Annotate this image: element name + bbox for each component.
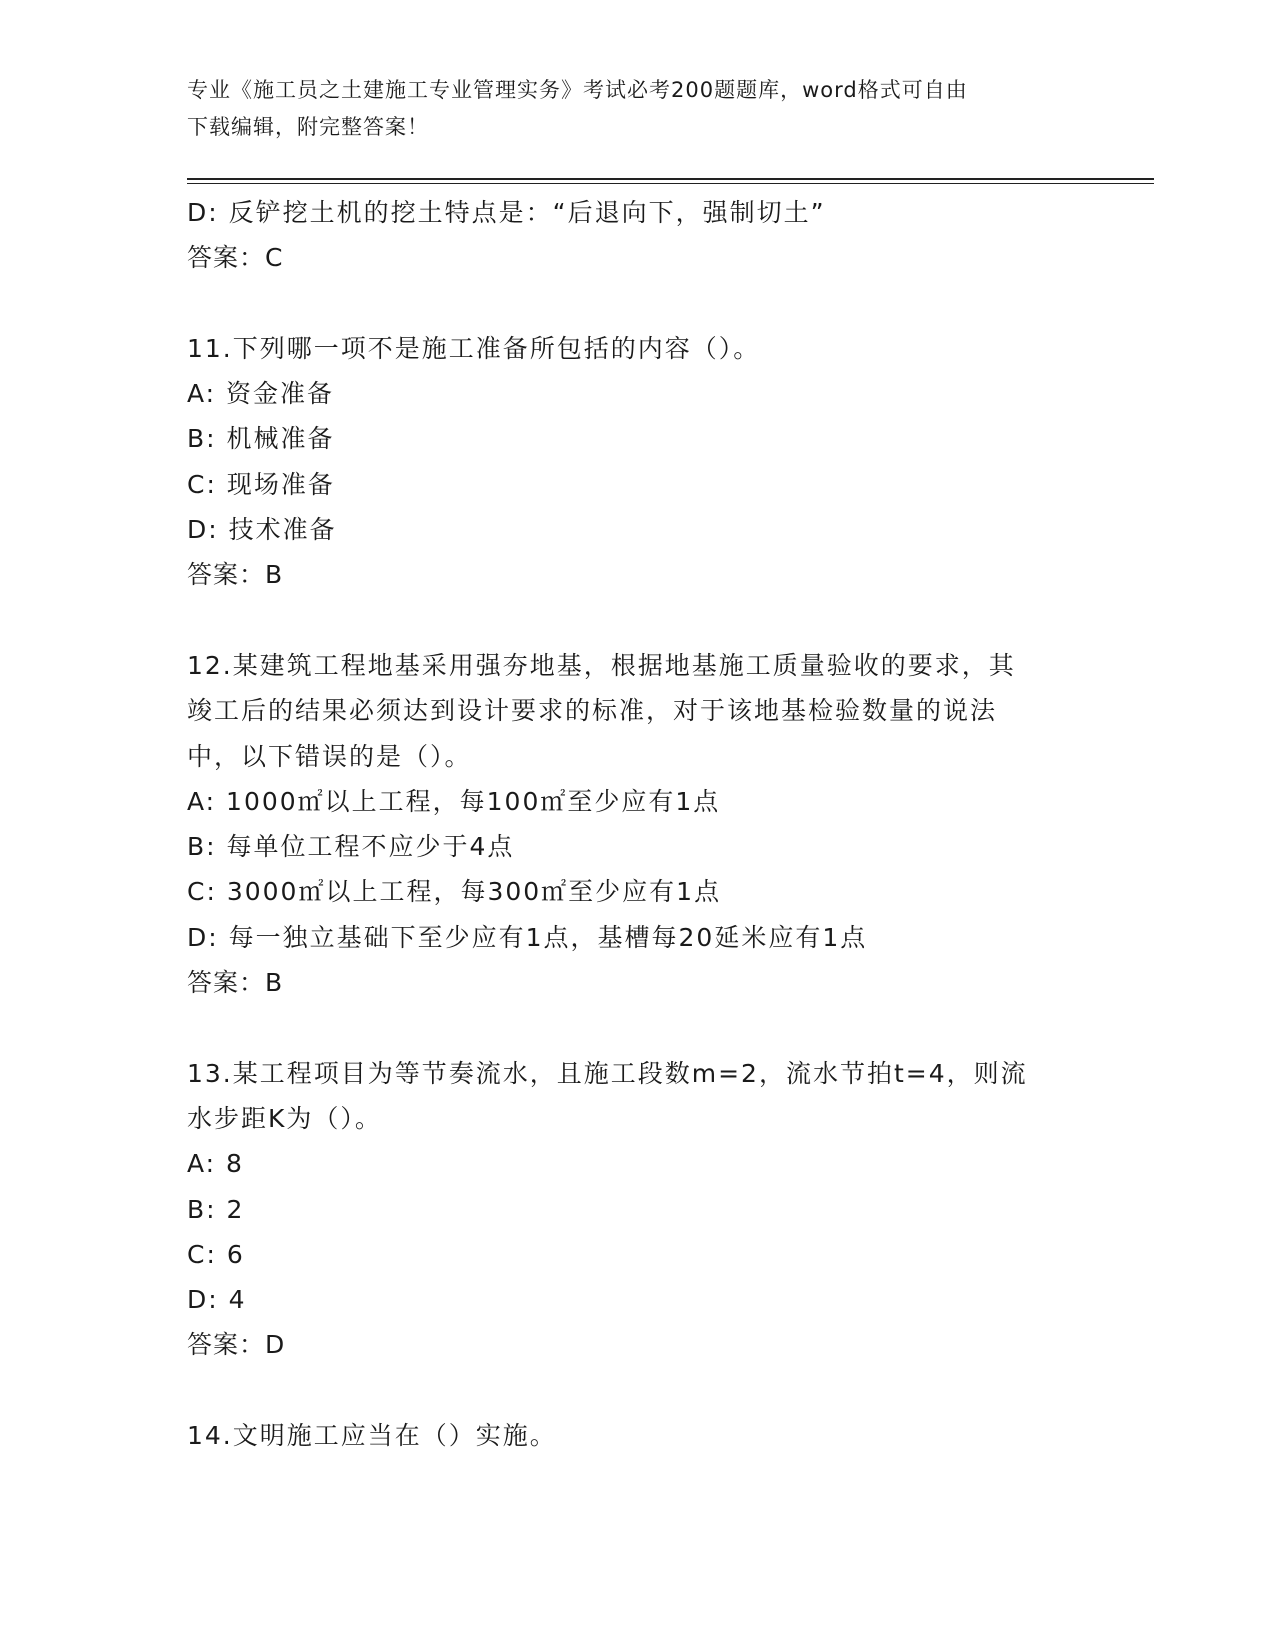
question-stem: 14.文明施工应当在（）实施。: [187, 1421, 557, 1451]
question-14: [187, 1413, 1087, 1458]
lead-option-d: D: 反铲挖土机的挖土特点是：“后退向下，强制切土”: [187, 198, 826, 227]
option-a: A: 8: [187, 1149, 244, 1179]
option-b: B: 每单位工程不应少于4点: [187, 832, 515, 862]
spacer: [187, 1368, 1087, 1413]
answer: 答案：D: [187, 1330, 286, 1360]
question-stem: 竣工后的结果必须达到设计要求的标准，对于该地基检验数量的说法: [187, 696, 998, 726]
question-13: [187, 1051, 1087, 1368]
question-stem: 13.某工程项目为等节奏流水，且施工段数m=2，流水节拍t=4，则流: [187, 1058, 1028, 1088]
header-rule-thick: [187, 178, 1154, 180]
option-c: C: 现场准备: [187, 469, 335, 499]
lead-answer: 答案：C: [187, 243, 284, 273]
question-stem: 中，以下错误的是（）。: [187, 741, 472, 771]
option-c: C: 6: [187, 1239, 245, 1269]
question-stem: 12.某建筑工程地基采用强夯地基，根据地基施工质量验收的要求，其: [187, 650, 1016, 680]
answer: 答案：B: [187, 560, 284, 590]
header-rule-thin: [187, 183, 1154, 184]
option-d: D: 4: [187, 1285, 247, 1315]
option-b: B: 2: [187, 1194, 245, 1224]
option-c: C: 3000㎡以上工程，每300㎡至少应有1点: [187, 877, 722, 907]
header-line-2: 下载编辑，附完整答案！: [187, 115, 429, 139]
option-b: B: 机械准备: [187, 424, 335, 454]
question-stem: 水步距K为（）。: [187, 1103, 382, 1133]
spacer: [187, 281, 1087, 326]
option-d: D: 技术准备: [187, 515, 337, 545]
question-11: [187, 326, 1087, 598]
spacer: [187, 1005, 1087, 1050]
header-line-1: 专业《施工员之土建施工专业管理实务》考试必考200题题库，word格式可自由: [187, 78, 968, 102]
answer: 答案：B: [187, 968, 284, 998]
option-a: A: 1000㎡以上工程，每100㎡至少应有1点: [187, 786, 721, 816]
spacer: [187, 598, 1087, 643]
question-12: [187, 643, 1087, 1005]
page-header: [187, 72, 1067, 146]
option-a: A: 资金准备: [187, 379, 335, 409]
option-d: D: 每一独立基础下至少应有1点，基槽每20延米应有1点: [187, 922, 868, 952]
question-content: [187, 190, 1087, 1458]
question-stem: 11.下列哪一项不是施工准备所包括的内容（）。: [187, 333, 761, 363]
